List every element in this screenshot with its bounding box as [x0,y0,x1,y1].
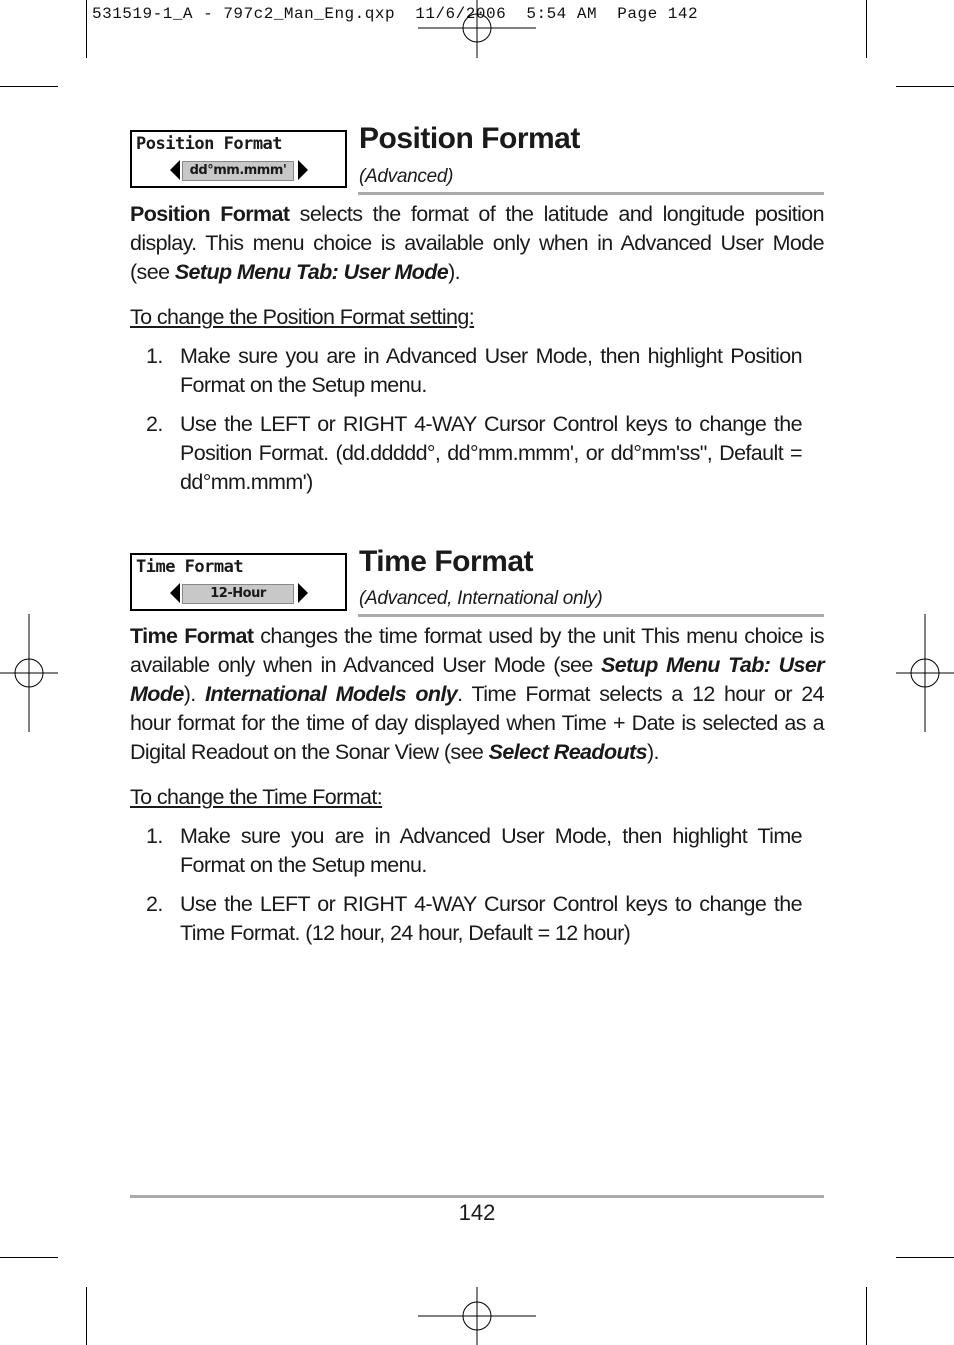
section-title: Position Format [359,122,580,155]
position-format-description [130,200,824,287]
right-arrow-icon [298,160,308,180]
cross-reference-link[interactable]: Setup Menu Tab: User Mode [130,653,825,706]
para-text: . Time Format selects a 12 hour or 24 hour format for the time of day displayed when Time + Date is selected as a Digital Readout on the Sonar View (see [130,682,825,764]
registration-mark-icon [0,614,58,732]
left-arrow-icon [170,160,180,180]
menu-preview-title: Position Format [136,134,283,154]
emphasis-text: International Models only [205,682,458,706]
position-format-menu-preview [130,130,347,188]
time-format-menu-preview [130,553,347,611]
registration-mark-icon [418,0,536,58]
procedure-heading: To change the Time Format: [130,785,383,809]
menu-preview-title: Time Format [136,557,244,577]
section-subtitle: (Advanced, International only) [359,588,603,609]
cross-reference-link[interactable]: Select Readouts [488,740,647,764]
cross-reference-link[interactable]: Setup Menu Tab: User Mode [174,260,449,284]
step-number: 1. [146,344,163,368]
para-text: changes the time format used by the unit This menu choice is available only when in Advanced User Mode (see [130,624,824,677]
print-slug-line: 531519-1_A - 797c2_Man_Eng.qxp 11/6/2006 5:54 AM Page 142 [92,5,699,23]
step-text: Make sure you are in Advanced User Mode, then highlight Time Format on the Setup menu. [180,824,802,877]
step-number: 1. [146,824,163,848]
procedure-step [146,410,802,497]
page-number: 142 [458,1200,496,1225]
step-text: Make sure you are in Advanced User Mode, then highlight Position Format on the Setup menu. [180,344,802,397]
crop-mark [866,0,867,58]
crop-mark [86,1287,87,1345]
para-text: ). [183,682,206,706]
crop-mark [896,86,954,87]
section-rule [358,614,824,617]
menu-preview-value: dd°mm.mmm' [182,161,294,181]
step-number: 2. [146,892,163,916]
procedure-step [146,342,802,400]
step-text: Use the LEFT or RIGHT 4-WAY Cursor Control keys to change the Time Format. (12 hour, 24 hour, Default = 12 hour) [180,892,802,945]
menu-preview-value: 12-Hour [182,584,294,604]
section-rule [358,192,824,195]
para-text: ). [448,260,461,284]
para-text: selects the format of the latitude and longitude position display. This menu choice is available only when in Advanced User Mode (see [130,202,824,284]
registration-mark-icon [418,1287,536,1345]
para-text: ). [646,740,659,764]
crop-mark [86,0,87,58]
crop-mark [866,1287,867,1345]
step-number: 2. [146,412,163,436]
term-bold: Time Format [130,624,254,648]
right-arrow-icon [298,583,308,603]
procedure-step [146,822,802,880]
left-arrow-icon [170,583,180,603]
section-title: Time Format [359,545,533,578]
crop-mark [0,1257,58,1258]
crop-mark [0,86,58,87]
time-format-description [130,622,824,767]
registration-mark-icon [896,614,954,732]
procedure-heading: To change the Position Format setting: [130,305,475,329]
footer-rule [130,1195,824,1198]
section-subtitle: (Advanced) [359,166,454,187]
crop-mark [896,1257,954,1258]
procedure-step [146,890,802,948]
step-text: Use the LEFT or RIGHT 4-WAY Cursor Control keys to change the Position Format. (dd.ddddd°, dd°mm.mmm', or dd°mm'ss", Default = dd°mm.mmm') [180,412,802,494]
term-bold: Position Format [130,202,290,226]
